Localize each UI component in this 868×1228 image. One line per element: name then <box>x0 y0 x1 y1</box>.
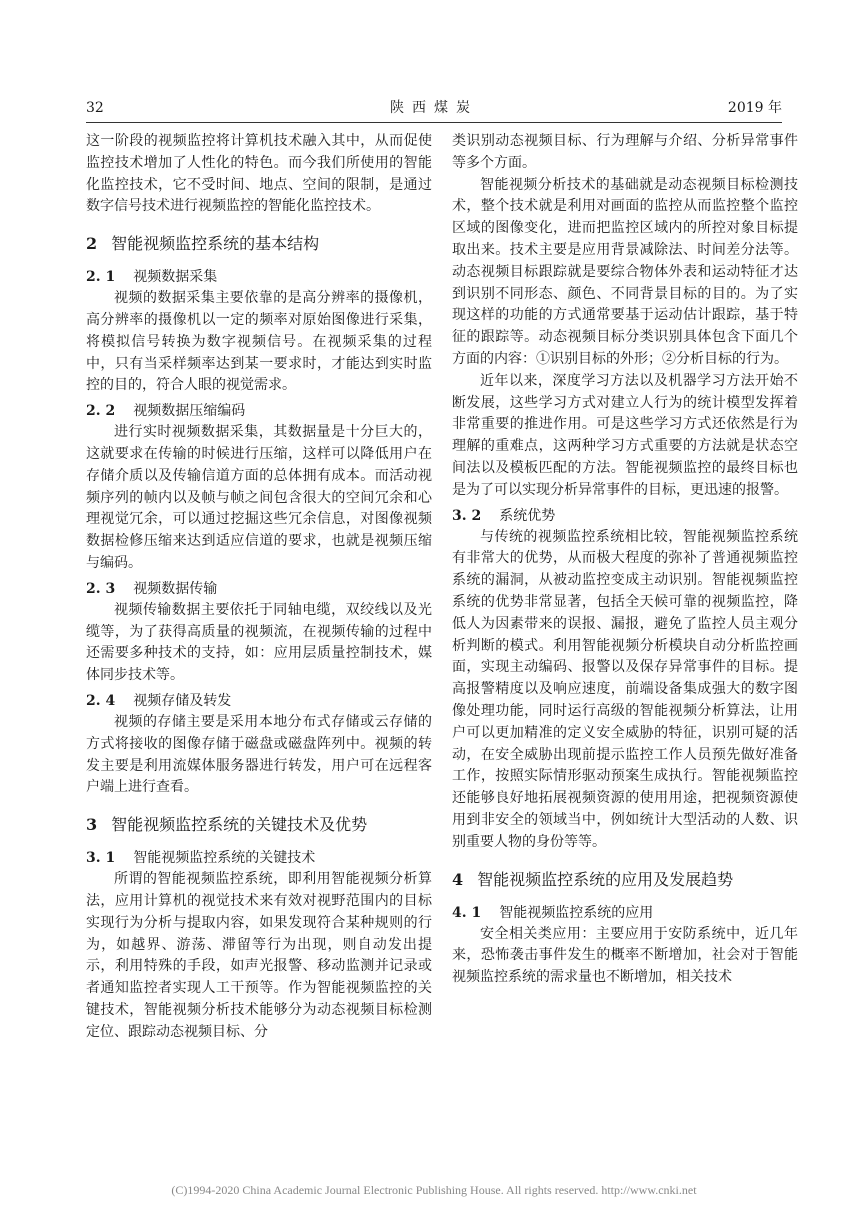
heading-number: 2. 1 <box>86 269 116 286</box>
section-heading <box>452 868 798 892</box>
subsection-heading <box>452 902 798 924</box>
heading-text: 系统优势 <box>499 507 556 524</box>
heading-number: 3. 1 <box>86 850 116 867</box>
left-paragraph: 视频的数据采集主要依靠的是高分辨率的摄像机，高分辨率的摄像机以一定的频率对原始图像进行采集，将模拟信号转换为数字视频信号。在视频采集的过程中，只有当采样频率达到某一要求时，才能达到实时监控的目的，符合人眼的视觉需求。 <box>86 290 432 394</box>
heading-number: 2. 4 <box>86 692 116 709</box>
subsection-heading <box>86 690 432 712</box>
subsection-heading <box>452 505 798 527</box>
heading-number: 2 <box>86 234 98 254</box>
heading-number: 3. 2 <box>452 507 482 524</box>
page-header <box>86 97 782 119</box>
subsection-heading <box>86 266 432 288</box>
heading-text: 视频数据压缩编码 <box>133 403 246 420</box>
section-heading <box>86 813 432 837</box>
left-paragraph: 视频传输数据主要依托于同轴电缆，双绞线以及光缆等，为了获得高质量的视频流，在视频传输的过程中还需要多种技术的支持，如：应用层质量控制技术，媒体同步技术等。 <box>86 601 432 684</box>
heading-text: 智能视频监控系统的应用 <box>499 904 654 921</box>
subsection-heading <box>86 847 432 869</box>
heading-text: 视频数据传输 <box>133 580 218 597</box>
left-paragraph: 视频的存储主要是采用本地分布式存储或云存储的方式将接收的图像存储于磁盘或磁盘阵列中。视频的转发主要是利用流媒体服务器进行转发，用户可在远程客户端上进行查看。 <box>86 713 432 796</box>
page-number: 32 <box>86 100 104 116</box>
right-paragraph: 近年以来，深度学习方法以及机器学习方法开始不断发展，这些学习方式对建立人行为的统计模型发挥着非常重要的推进作用。可是这些学习方式还依然是行为理解的重难点，这两种学习方式重要的方法就是状态空间法以及模板匹配的方法。智能视频监控的最终目标也是为了可以实现分析异常事件的目标，更迅速的报警。 <box>452 372 798 498</box>
heading-number: 2. 3 <box>86 580 116 597</box>
journal-name: 陕西煤炭 <box>390 100 478 116</box>
heading-text: 智能视频监控系统的关键技术及优势 <box>111 815 368 835</box>
right-paragraph: 与传统的视频监控系统相比较，智能视频监控系统有非常大的优势，从而极大程度的弥补了普通视频监控系统的漏洞，从被动监控变成主动识别。智能视频监控系统的优势非常显著，包括全天候可靠的视频监控，降低人为因素带来的误报、漏报，避免了监控人员主观分析判断的模式。利用智能视频分析模块自动分析监控画面，实现主动编码、报警以及保存异常事件的目标。提高报警精度以及响应速度，前端设备集成强大的数字图像处理功能，同时运行高级的智能视频分析算法，让用户可以更加精准的定义安全威胁的特征，识别可疑的活动，在安全威胁出现前提示监控工作人员预先做好准备工作，按照实际情形驱动预案生成执行。智能视频监控还能够良好地拓展视频资源的使用用途，把视频资源使用到非安全的领域当中，例如统计大型活动的人数、识别重要人物的身份等等。 <box>452 528 798 850</box>
copyright-footer[interactable]: (C)1994-2020 China Academic Journal Electronic Publishing House. All rights reserved. http://www.cnki.net <box>171 1183 697 1197</box>
left-paragraph: 所谓的智能视频监控系统，即利用智能视频分析算法，应用计算机的视觉技术来有效对视野范围内的目标实现行为分析与提取内容，如果发现符合某种规则的行为，如越界、游荡、滞留等行为出现，则自动发出提示，利用特殊的手段，如声光报警、移动监测并记录或者通知监控者实现人工干预等。作为智能视频监控的关键技术，智能视频分析技术能够分为动态视频目标检测定位、跟踪动态视频目标、分 <box>86 871 432 1040</box>
right-paragraph: 安全相关类应用：主要应用于安防系统中，近几年来，恐怖袭击事件发生的概率不断增加，社会对于智能视频监控系统的需求量也不断增加，相关技术 <box>452 925 798 986</box>
heading-text: 智能视频监控系统的基本结构 <box>111 234 320 254</box>
heading-text: 视频存储及转发 <box>133 692 232 709</box>
left-paragraph: 进行实时视频数据采集，其数据量是十分巨大的，这就要求在传输的时候进行压缩，这样可以降低用户在存储介质以及传输信道方面的总体拥有成本。而活动视频序列的帧内以及帧与帧之间包含很大的空间冗余和心理视觉冗余，可以通过挖掘这些冗余信息，对图像视频数据检修压缩来达到适应信道的要求，也就是视频压缩与编码。 <box>86 424 432 571</box>
subsection-heading <box>86 578 432 600</box>
section-heading <box>86 232 432 256</box>
subsection-heading <box>86 400 432 422</box>
heading-text: 智能视频监控系统的应用及发展趋势 <box>477 869 734 889</box>
heading-number: 2. 2 <box>86 403 116 420</box>
left-column <box>86 131 432 1044</box>
left-paragraph: 这一阶段的视频监控将计算机技术融入其中，从而促使监控技术增加了人性化的特色。而今我们所使用的智能化监控技术，它不受时间、地点、空间的限制，是通过数字信号技术进行视频监控的智能化监控技术。 <box>86 133 432 215</box>
right-paragraph: 智能视频分析技术的基础就是动态视频目标检测技术，整个技术就是利用对画面的监控从而监控整个监控区域的图像变化，进而把监控区域内的所控对象目标提取出来。技术主要是应用背景减除法、时间差分法等。动态视频目标跟踪就是要综合物体外表和运动特征才达到识别不同形态、颜色、不同背景目标的目的。为了实现这样的功能的方式通常要基于运动估计跟踪，基于特征的跟踪等。动态视频目标分类识别具体包含下面几个方面的内容：①识别目标的外形；②分析目标的行为。 <box>452 176 798 367</box>
heading-text: 智能视频监控系统的关键技术 <box>133 850 316 867</box>
heading-number: 3 <box>86 815 98 835</box>
right-column <box>452 131 798 989</box>
publication-year: 2019 年 <box>727 100 782 116</box>
heading-text: 视频数据采集 <box>133 269 218 286</box>
right-paragraph: 类识别动态视频目标、行为理解与介绍、分析异常事件等多个方面。 <box>452 133 798 171</box>
heading-number: 4 <box>452 869 464 889</box>
heading-number: 4. 1 <box>452 904 482 921</box>
header-rule <box>86 122 782 123</box>
